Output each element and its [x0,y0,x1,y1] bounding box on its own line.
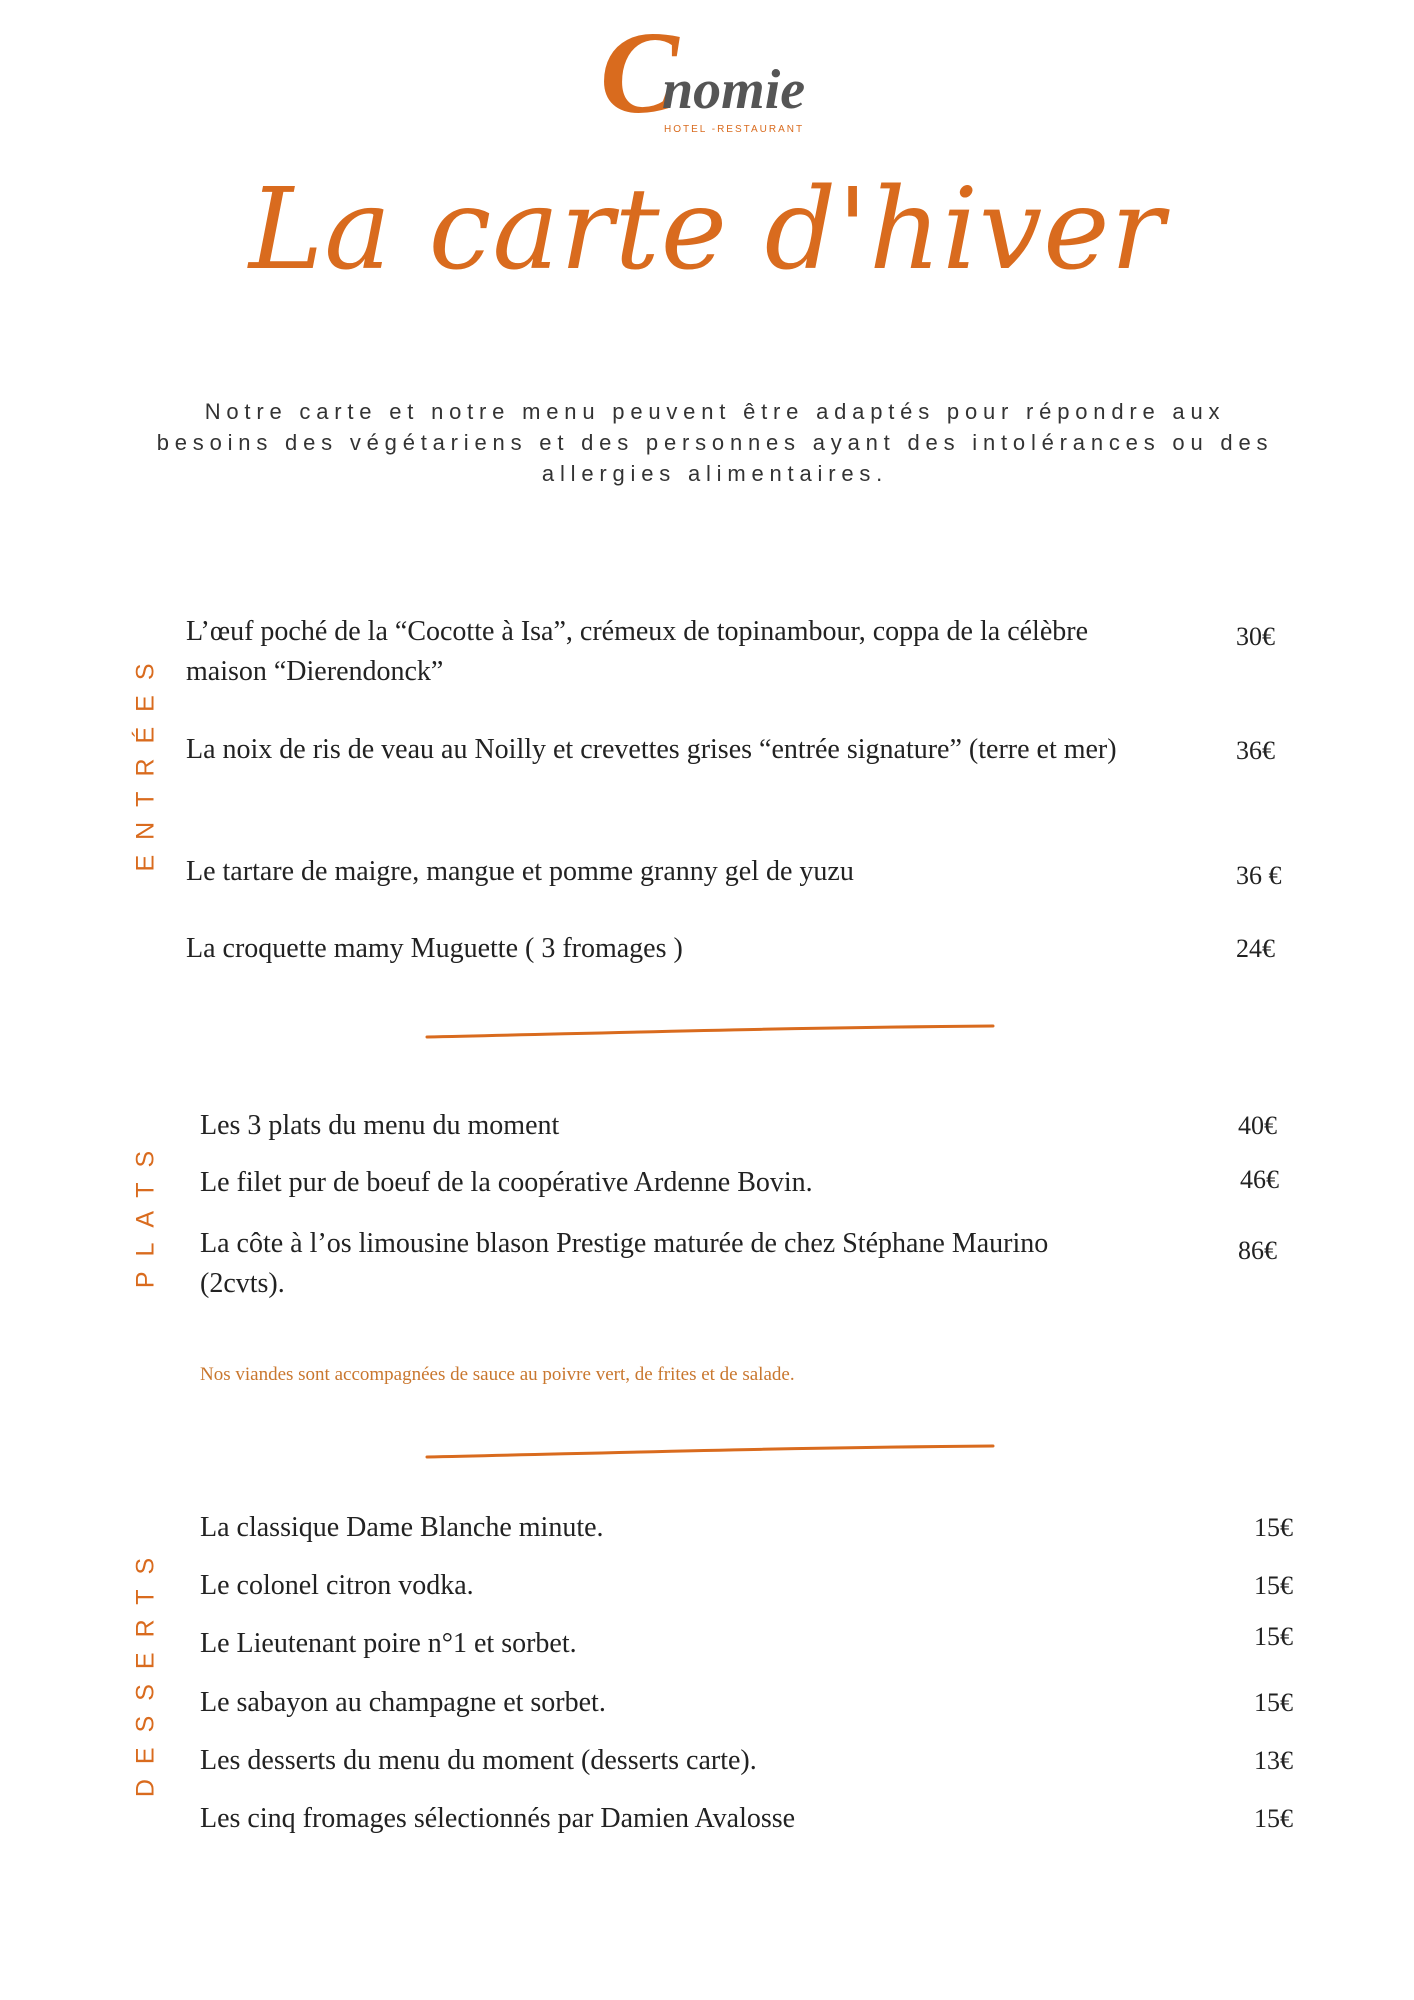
intro-text: Notre carte et notre menu peuvent être adaptés pour répondre aux besoins des végétariens et des personnes ayant des intolérances ou des allergies alimentaires. [156,399,1274,486]
menu-item-price: 40€ [1238,1111,1277,1140]
menu-item-price: 15€ [1254,1804,1293,1833]
menu-item-price: 13€ [1254,1746,1293,1775]
menu-item: La côte à l’os limousine blason Prestige maturée de chez Stéphane Maurino (2cvts). [200,1228,1049,1299]
menu-item-price: 15€ [1254,1513,1293,1542]
menu-item: La noix de ris de veau au Noilly et crevettes grises “entrée signature” (terre et mer) [186,734,1117,765]
section-label-entrees: ENTRÉES [131,648,160,872]
menu-item: Le tartare de maigre, mangue et pomme granny gel de yuzu [186,856,854,887]
menu-item-price: 24€ [1236,934,1275,963]
menu-item-price: 15€ [1254,1571,1293,1600]
menu-item-price: 15€ [1254,1622,1293,1651]
logo-initial: C [600,7,641,138]
section-label-plats: PLATS [131,1135,160,1289]
menu-item: La classique Dame Blanche minute. [200,1512,604,1543]
menu-item-price: 36 € [1236,861,1282,890]
logo-name: nomie [662,59,806,121]
menu-item: Le sabayon au champagne et sorbet. [200,1687,606,1718]
menu-item: Le filet pur de boeuf de la coopérative Ardenne Bovin. [200,1167,813,1198]
menu-item: L’œuf poché de la “Cocotte à Isa”, crémeux de topinambour, coppa de la célèbre maison “Dierendonck” [186,616,1089,687]
menu-item: Les desserts du menu du moment (desserts carte). [200,1745,757,1776]
menu-item-price: 30€ [1236,622,1275,651]
menu-item: La croquette mamy Muguette ( 3 fromages ) [186,933,683,964]
logo-subtitle: HOTEL -RESTAURANT [664,124,805,135]
section-divider [425,1430,995,1470]
menu-item: Le Lieutenant poire n°1 et sorbet. [200,1628,577,1659]
section-label-desserts: DESSERTS [131,1542,160,1798]
menu-item: Les cinq fromages sélectionnés par Damien Avalosse [200,1803,796,1834]
menu-item: Le colonel citron vodka. [200,1570,474,1601]
menu-item-price: 15€ [1254,1688,1293,1717]
page-title: La carte d'hiver [248,165,1166,295]
menu-item-price: 46€ [1240,1165,1279,1194]
section-divider [425,1010,995,1050]
menu-item: Les 3 plats du menu du moment [200,1110,560,1141]
logo [600,7,820,140]
menu-item-price: 36€ [1236,736,1275,765]
plats-note: Nos viandes sont accompagnées de sauce au poivre vert, de frites et de salade. [200,1364,795,1385]
menu-item-price: 86€ [1238,1236,1277,1265]
